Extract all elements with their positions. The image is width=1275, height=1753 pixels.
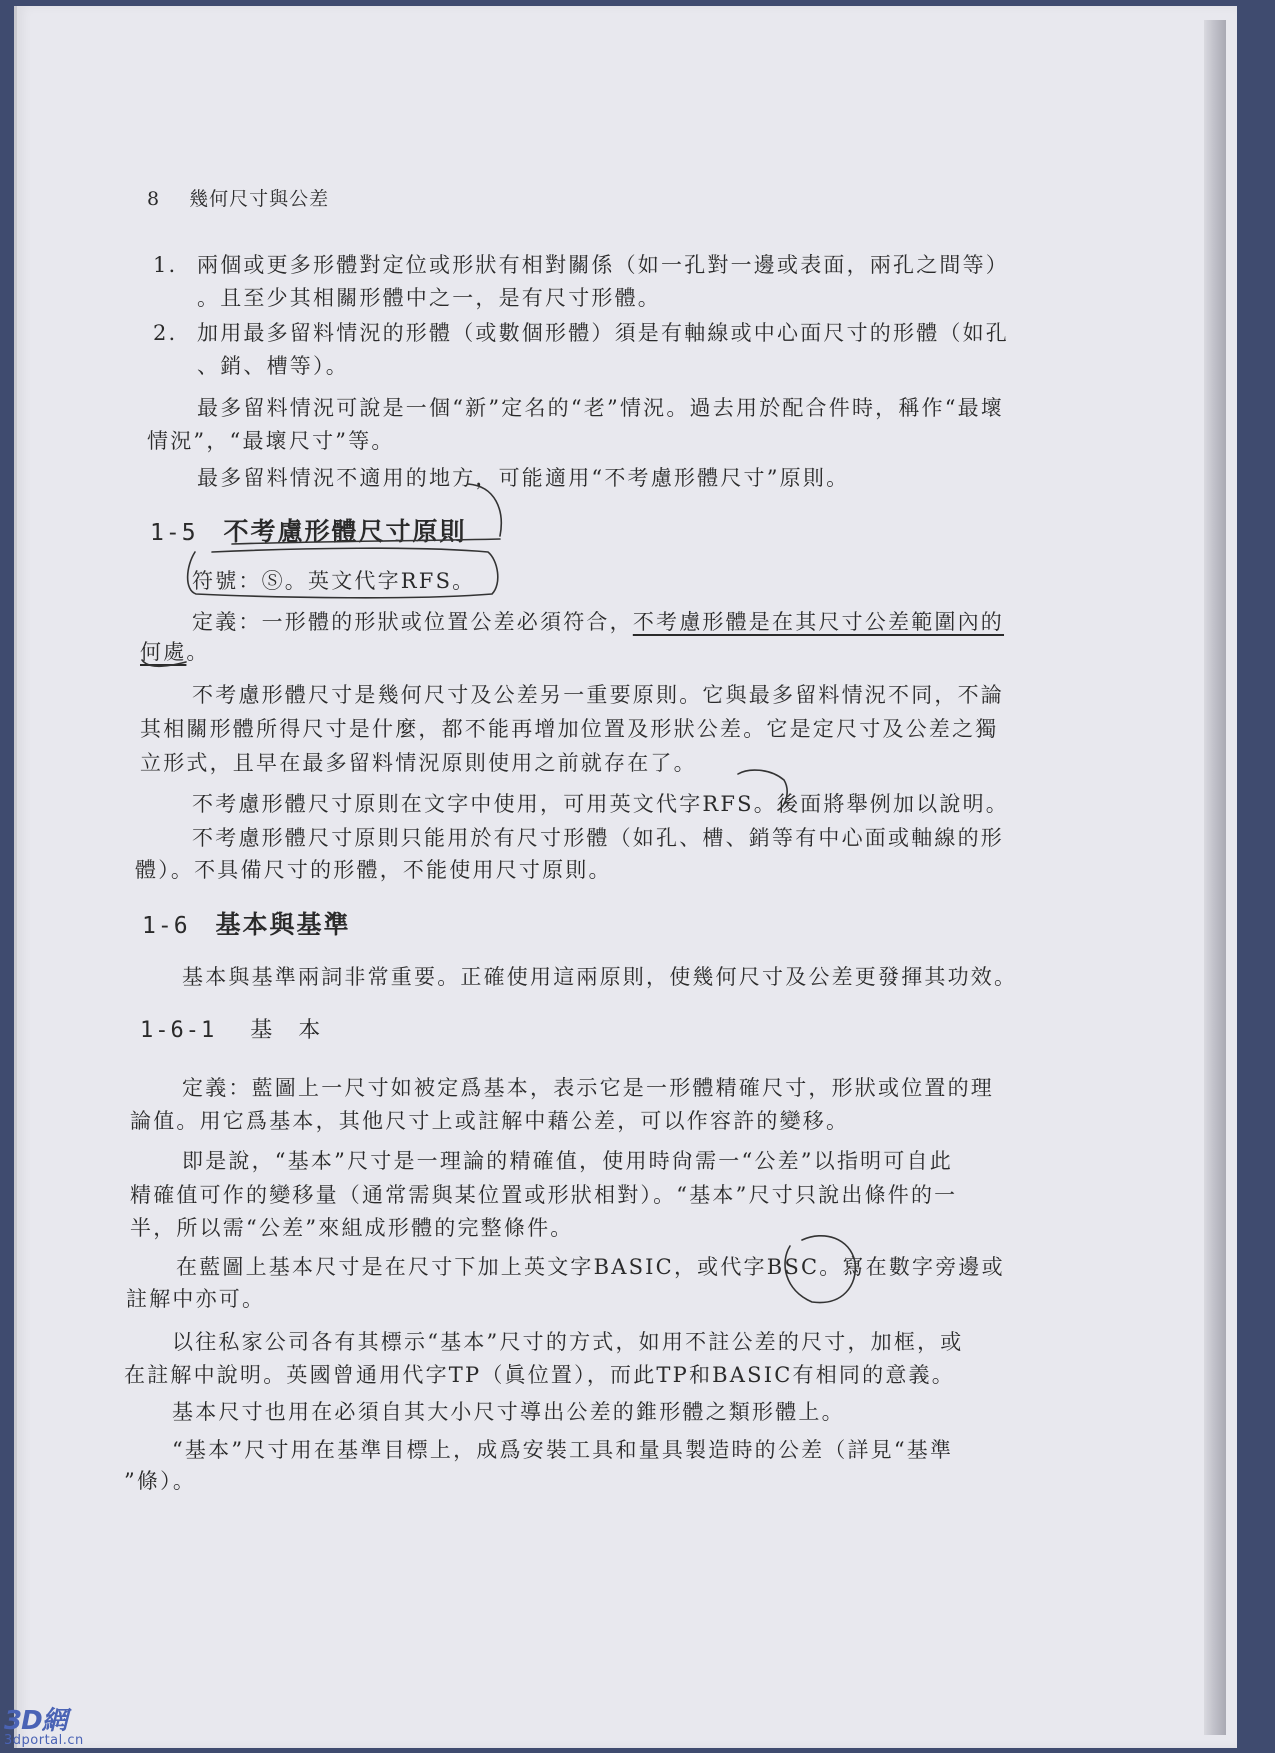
paragraph-line: 定義：藍圖上一尺寸如被定爲基本，表示它是一形體精確尺寸，形狀或位置的理 [182, 1076, 994, 1100]
paragraph-line: 基本尺寸也用在必須自其大小尺寸導出公差的錐形體之類形體上。 [172, 1400, 845, 1424]
paragraph-line: 不考慮形體尺寸是幾何尺寸及公差另一重要原則。它與最多留料情況不同，不論 [192, 683, 1004, 707]
definition-line [192, 607, 1004, 637]
watermark-logo [4, 1700, 84, 1748]
underlined-text: 不考慮形體是在其尺寸公差範圍內的 [632, 610, 1005, 634]
symbol-line: 符號：Ⓢ。英文代字RFS。 [192, 569, 476, 593]
paragraph-line: 精確值可作的變移量（通常需與某位置或形狀相對）。“基本”尺寸只說出條件的一 [130, 1183, 958, 1207]
paragraph-line: 半，所以需“公差”來組成形體的完整條件。 [130, 1216, 574, 1240]
running-header [147, 184, 329, 211]
section-title: 不考慮形體尺寸原則 [223, 517, 467, 546]
section-number: 1-6 [142, 913, 190, 939]
subsection-heading [140, 1013, 322, 1044]
watermark-logo-text: 3D網 [4, 1706, 67, 1736]
paragraph-line: 以往私家公司各有其標示“基本”尺寸的方式，如用不註公差的尺寸，加框，或 [172, 1330, 964, 1354]
list-item-line: 兩個或更多形體對定位或形狀有相對關係（如一孔對一邊或表面，兩孔之間等） [197, 253, 1009, 277]
definition-line [140, 637, 210, 667]
section-number: 1-5 [150, 520, 198, 546]
paragraph-line: 最多留料情況不適用的地方，可能適用“不考慮形體尺寸”原則。 [197, 466, 850, 490]
paragraph-line: 情況”，“最壞尺寸”等。 [147, 429, 395, 453]
paragraph-line: 最多留料情況可說是一個“新”定名的“老”情況。過去用於配合件時，稱作“最壞 [197, 396, 1005, 420]
paragraph-line: 其相關形體所得尺寸是什麼，都不能再增加位置及形狀公差。它是定尺寸及公差之獨 [140, 717, 999, 741]
paragraph-line: 基本與基準兩詞非常重要。正確使用這兩原則，使幾何尺寸及公差更發揮其功效。 [182, 965, 1018, 989]
subsection-number: 1-6-1 [140, 1018, 217, 1043]
subsection-title: 基 本 [250, 1018, 323, 1043]
definition-text: 定義：一形體的形狀或位置公差必須符合， [192, 610, 633, 634]
list-item-line: 、銷、槽等）。 [197, 354, 349, 378]
section-heading [150, 512, 467, 548]
watermark-url: 3dportal.cn [4, 1733, 84, 1748]
list-item-number: 1. [153, 253, 178, 277]
paragraph-line: “基本”尺寸用在基準目標上，成爲安裝工具和量具製造時的公差（詳見“基準 [172, 1438, 954, 1462]
section-heading [142, 905, 351, 941]
paragraph-line: ”條）。 [124, 1469, 197, 1493]
paragraph-line: 論值。用它爲基本，其他尺寸上或註解中藉公差，可以作容許的變移。 [130, 1109, 850, 1133]
section-title: 基本與基準 [215, 910, 351, 939]
paragraph-line: 在註解中說明。英國曾通用代字TP（眞位置），而此TP和BASIC有相同的意義。 [124, 1363, 955, 1387]
paragraph-line: 即是說，“基本”尺寸是一理論的精確值，使用時尙需一“公差”以指明可自此 [182, 1149, 953, 1173]
paragraph-line: 在藍圖上基本尺寸是在尺寸下加上英文字BASIC，或代字BSC。寫在數字旁邊或 [176, 1255, 1005, 1279]
list-item-line: 。且至少其相關形體中之一，是有尺寸形體。 [197, 286, 661, 310]
list-item-line: 加用最多留料情況的形體（或數個形體）須是有軸線或中心面尺寸的形體（如孔 [197, 321, 1009, 345]
list-item-number: 2. [153, 321, 178, 345]
underlined-text: 何處 [140, 640, 187, 664]
paragraph-line: 不考慮形體尺寸原則在文字中使用，可用英文代字RFS。後面將舉例加以說明。 [192, 792, 1009, 816]
page-number: 8 [147, 188, 161, 210]
book-title: 幾何尺寸與公差 [189, 188, 330, 210]
paragraph-line: 註解中亦可。 [126, 1287, 266, 1311]
paragraph-line: 不考慮形體尺寸原則只能用於有尺寸形體（如孔、槽、銷等有中心面或軸線的形 [192, 826, 1004, 850]
paragraph-line: 體）。不具備尺寸的形體，不能使用尺寸原則。 [135, 858, 612, 882]
page-edge-shadow [1204, 20, 1226, 1735]
paragraph-line: 立形式，且早在最多留料情況原則使用之前就存在了。 [140, 751, 697, 775]
definition-text: 。 [186, 640, 210, 664]
